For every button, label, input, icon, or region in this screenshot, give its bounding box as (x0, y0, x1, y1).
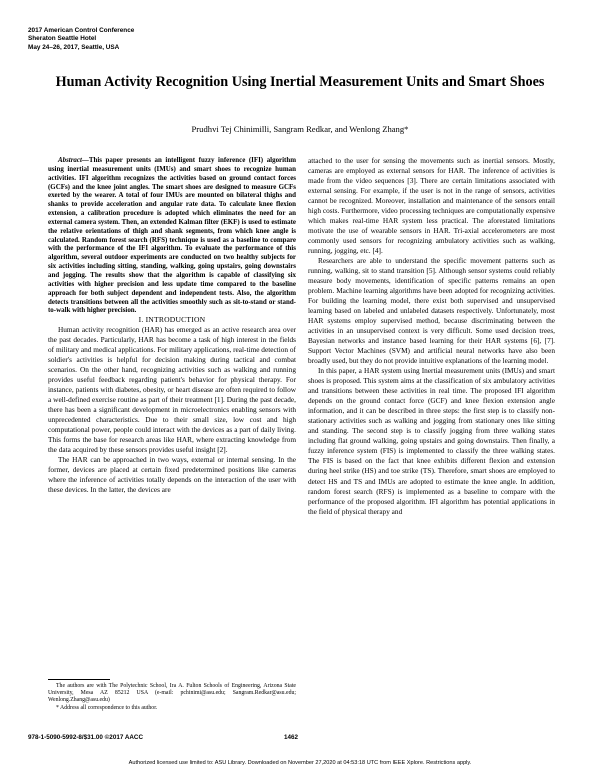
body-paragraph: The HAR can be approached in two ways, external or internal sensing. In the former, devices are placed at certain fixed predetermined positions like cameras where the inference of activities totally depends on the interaction of the user with these devices. In the latter, the devices are (48, 455, 296, 495)
left-column (48, 156, 296, 495)
section-heading: I. INTRODUCTION (138, 315, 206, 325)
footnotes (48, 683, 296, 712)
footnote-correspondence: * Address all correspondence to this author. (56, 704, 158, 711)
license-notice: Authorized licensed use limited to: ASU Library. Downloaded on November 27,2020 at 04:53:18 UTC from IEEE Xplore. Restrictions apply. (128, 760, 472, 766)
body-paragraph: In this paper, a HAR system using Inertial measurement units (IMUs) and smart shoes is proposed. This system aims at the classification of six ambulatory activities and transitions between these activities in real time. The proposed IFI algorithm depends on the ground contact force (GCF) and knee flexion extension angle information, and it can be described in three steps: the first step is to classify non-stationary activities such as walking and jogging from stationary ones like sitting and standing. The second step is to classify jogging from three walking states including flat ground walking, going upstairs and going downstairs. Then finally, a fuzzy inference system (FIS) is implemented to classify the three walking states. The FIS is based on the fact that knee exhibits different flexion and extension during heel strike (HS) and toe strike (TS). Therefore, smart shoes are employed to detect HS and TS and IMUs are adopted to estimate the knee angle. In addition, random forest search (RFS) is implemented as a baseline to compare with the performance of the proposed algorithm. IFI algorithm has potential applications in the field of physical therapy and (308, 366, 555, 516)
conference-venue: Sheraton Seattle Hotel (28, 35, 97, 43)
abstract-text: This paper presents an intelligent fuzzy inference (IFI) algorithm using inertial measurement units (IMUs) and smart shoes to recognize human activities. IFI algorithm recognizes the activities based on ground contact forces (GCFs) and the knee joint angles. The smart shoes are designed to measure GCFs exerted by the wearer. A total of four IMUs are mounted on bilateral thighs and shanks to provide acceleration and angular rate data. To calculate knee flexion extension, a calibration procedure is adopted which eliminates the need for an external camera system. Then, an extended Kalman filter (EKF) is used to estimate the relative orientations of thigh and shank segments, from which knee angle is calculated. Random forest search (RFS) technique is used as a baseline to compare with the performance of the IFI algorithm. To evaluate the performance of this algorithm, several outdoor experiments are conducted on two healthy subjects for six activities including sitting, standing, walking, going upstairs, going downstairs and jogging. The results show that the algorithm is capable of classifying six activities with higher precision and less update time compared to the baseline approach for both subject dependent and independent tests. Also, the algorithm detects transitions between all the activities smoothly such as sit-to-stand or stand-to-walk with higher precision. (48, 156, 296, 315)
body-paragraph: Human activity recognition (HAR) has emerged as an active research area over the past decades. Particularly, HAR has become a task of high interest in the fields of military and medical applications. For military applications, real-time detection of soldier's activities is helpful for decision making during tactical and combat scenarios. On the other hand, recognizing activities such as walking and running provides useful feedback regarding patient's behavior for physical therapy. For instance, patients with diabetes, obesity, or heart disease are often required to follow a well-defined exercise routine as part of their treatment [1]. During the past decade, there has been a significant development in microelectronics enabling sensors with unprecedented characteristics. Due to their small size, low cost and high computational power, people could interact with the devices as a part of daily living. This forms the base for research areas like HAR, where extracting knowledge from the data acquired by these sensors provides useful insight [2]. (48, 325, 296, 455)
page-number: 1462 (284, 734, 299, 741)
conference-header (28, 27, 134, 52)
body-paragraph: attached to the user for sensing the movements such as inertial sensors. Mostly, cameras are employed as external sensors for HAR. The inference of activities is made from the video sequences [3]. There are certain limitations associated with external sensing. For example, if the user is not in the range of sensors, activities cannot be recognized. Moreover, installation and maintenance of the sensors entail high costs. Furthermore, video processing techniques are computationally expensive which makes real-time HAR system less practical. The aforestated limitations motivate the use of wearable sensors in HAR. Tri-axial accelerometers are most commonly used sensors for recognizing ambulatory activities such as walking, running, jogging, etc. [4]. (308, 156, 555, 256)
author-list: Prudhvi Tej Chinimilli, Sangram Redkar, and Wenlong Zhang* (191, 124, 409, 134)
paper-title: Human Activity Recognition Using Inertial Measurement Units and Smart Shoes (55, 74, 545, 90)
isbn-line: 978-1-5090-5992-8/$31.00 ©2017 AACC (28, 734, 144, 741)
body-paragraph: Researchers are able to understand the specific movement patterns such as running, walking, sit to stand transition [5]. Although sensor systems could reliably measure body movements, identification of specific patterns remains an open problem. Machine learning algorithms have been adopted for recognizing activities. For building the learning model, there exist both supervised and unsupervised learning based on labeled and unlabeled datasets respectively. Unfortunately, most HAR systems employ supervised method, because discriminating between the activities in an unsupervised context is very difficult. Some used decision trees, Bayesian networks and instance based learning for their HAR systems [6], [7]. Support Vector Machines (SVM) and artificial neural networks have also been broadly used, but they do not provide intuitive explanations of the learning model. (308, 256, 555, 366)
footnote-affiliation: The authors are with The Polytechnic School, Ira A. Fulton Schools of Engineering, Arizona State University, Mesa AZ 85212 USA (e-mail: pchinimi@asu.edu; Sangram.Redkar@asu.edu; Wenlong.Zhang@asu.edu) (48, 683, 296, 704)
conference-dates: May 24–26, 2017, Seattle, USA (28, 43, 120, 51)
abstract-label: Abstract— (58, 156, 89, 164)
right-column (308, 156, 555, 517)
conference-name: 2017 American Control Conference (28, 27, 135, 34)
footnote-divider (48, 679, 110, 680)
abstract (48, 156, 296, 315)
